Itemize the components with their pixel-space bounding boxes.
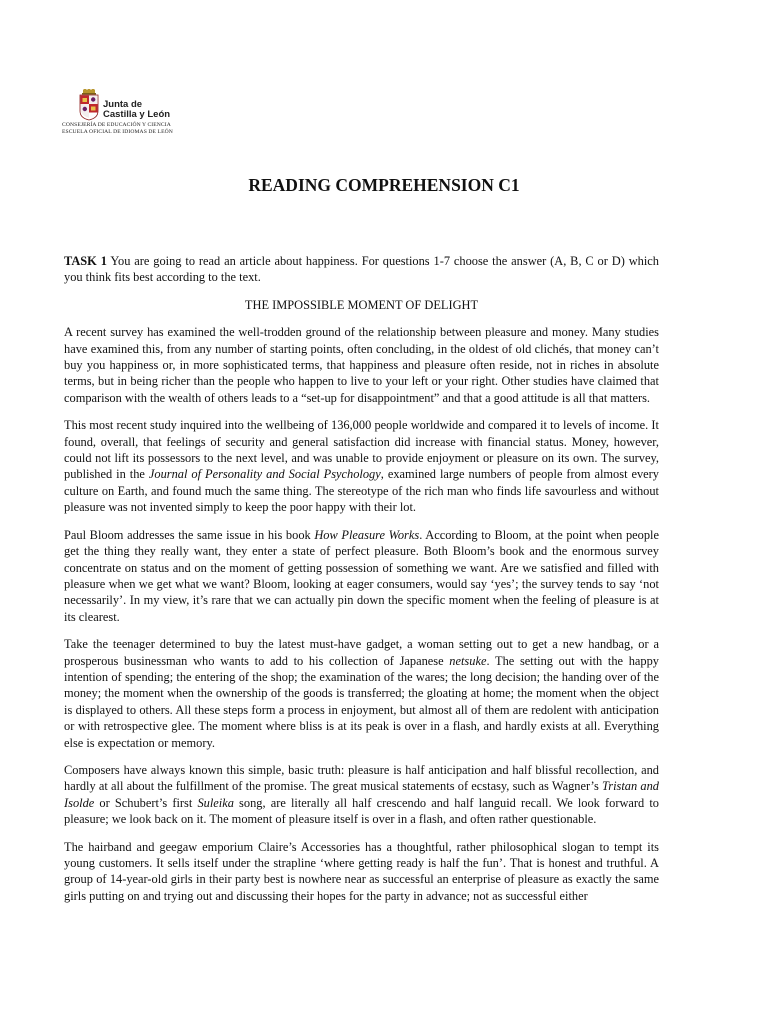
paragraph-5-text-b: or Schubert’s first: [94, 795, 198, 810]
paragraph-3-text-a: Paul Bloom addresses the same issue in his book: [64, 527, 315, 542]
paragraph-4-text-b: . The setting out with the happy intention of spending; the entering of the shop; the examination of the wares; the long decision; the handing over of the money; the moment when the ownership of the goods is transferred; the gloating at home; the moment when the object is displayed to others. All these steps form a process in enjoyment, but almost all of them are redolent with anticipation or with retrospective glee. The moment where bliss is at its peak is over in a flash, and hardly exists at all. Everything else is expectation or memory.: [64, 653, 660, 750]
paragraph-2-text-a: This most recent study inquired into the wellbeing of 136,000 people worldwide and compared it to levels of income. It found, overall, that feelings of security and general satisfaction did increase with financial status. Money, however, could not lift its possessors to the next level, and was unable to provide enjoyment or pleasure on its own. The survey, published in the: [64, 418, 659, 482]
paragraph-4-text-a: Take the teenager determined to buy the latest must-have gadget, a woman setting out to get a new handbag, or a prosperous businessman who wants to add to his collection of Japanese: [64, 637, 659, 668]
article-title: THE IMPOSSIBLE MOMENT OF DELIGHT: [244, 297, 479, 312]
paragraph-2-text-b: , examined large numbers of people from almost every culture on Earth, and found much the same thing. The stereotype of the rich man who finds life savourless and without pleasure was not invented simply to keep the poor happy with their lot.: [64, 467, 660, 515]
netsuke-term: netsuke: [449, 653, 487, 668]
paragraph-4: [64, 636, 659, 751]
paragraph-5-text-c: song, are literally all half crescendo and half languid recall. We look forward to pleasure; we look back on it. The moment of pleasure itself is over in a flash, and often rather questionable.: [64, 795, 660, 827]
logo-name-line1: Junta de: [103, 99, 143, 110]
coat-of-arms-icon: [78, 89, 100, 121]
paragraph-2: [64, 417, 659, 515]
paragraph-3-text-b: . According to Bloom, at the point when people get the thing they really want, they enter a state of perfect pleasure. Both Bloom’s book and the enormous survey concentrate on status and on the moment of getting possession of something we want. Are we satisfied and filled with pleasure when we get what we want? Bloom, looking at eager consumers, would say ‘yes’; the survey tends to say ‘not necessarily’. In my view, it’s rare that we can actually pin down the specific moment when the feeling of pleasure is at its clearest.: [64, 527, 659, 624]
logo-name-line2: Castilla y León: [103, 109, 171, 120]
paragraph-3: [64, 527, 659, 625]
page-title: READING COMPREHENSION C1: [248, 175, 520, 195]
task-instructions: [64, 253, 659, 286]
paragraph-5-text-a: Composers have always known this simple, basic truth: pleasure is half anticipation and half blissful recollection, and hardly at all about the fulfillment of the promise. The great musical statements of ecstasy, such as Wagner’s: [64, 762, 659, 794]
task-text: You are going to read an article about happiness. For questions 1-7 choose the answer (A, B, C or D) which you think fits best according to the text.: [64, 254, 659, 285]
journal-title: Journal of Personality and Social Psychology: [148, 467, 381, 482]
logo-subtitle-line2: ESCUELA OFICIAL DE IDIOMAS DE LEÓN: [62, 129, 173, 135]
logo-subtitle-line1: CONSEJERÍA DE EDUCACIÓN Y CIENCIA: [62, 122, 171, 128]
song-title: Suleika: [197, 795, 234, 810]
institution-logo: [62, 89, 262, 136]
paragraph-1: A recent survey has examined the well-trodden ground of the relationship between pleasure and money. Many studies have examined this, from any number of starting points, often concluding, in the oldest of old clichés, that money can’t buy you happiness or, in more sophisticated terms, that happiness and pleasure often reside, not in riches in absolute terms, but in being richer than the people who happen to live to your left or your right. Other studies have claimed that comparison with the wealth of others leads to a “set-up for disappointment” and that a good attitude is all that matters.: [64, 325, 659, 405]
paragraph-6: The hairband and geegaw emporium Claire’s Accessories has a thoughtful, rather philosophical slogan to tempt its young customers. It sells itself under the strapline ‘where getting ready is half the fun’. That is honest and truthful. A group of 14-year-old girls in their party best is nowhere near as successful an enterprise of pleasure as exactly the same girls putting on and trying out and discussing their hopes for the party in advance; not as successful either: [64, 839, 659, 903]
opera-title: Tristan and Isolde: [64, 779, 659, 810]
book-title: How Pleasure Works: [314, 527, 420, 542]
task-label: TASK 1: [64, 254, 107, 268]
document-body: [64, 253, 659, 915]
paragraph-5: [64, 762, 659, 828]
